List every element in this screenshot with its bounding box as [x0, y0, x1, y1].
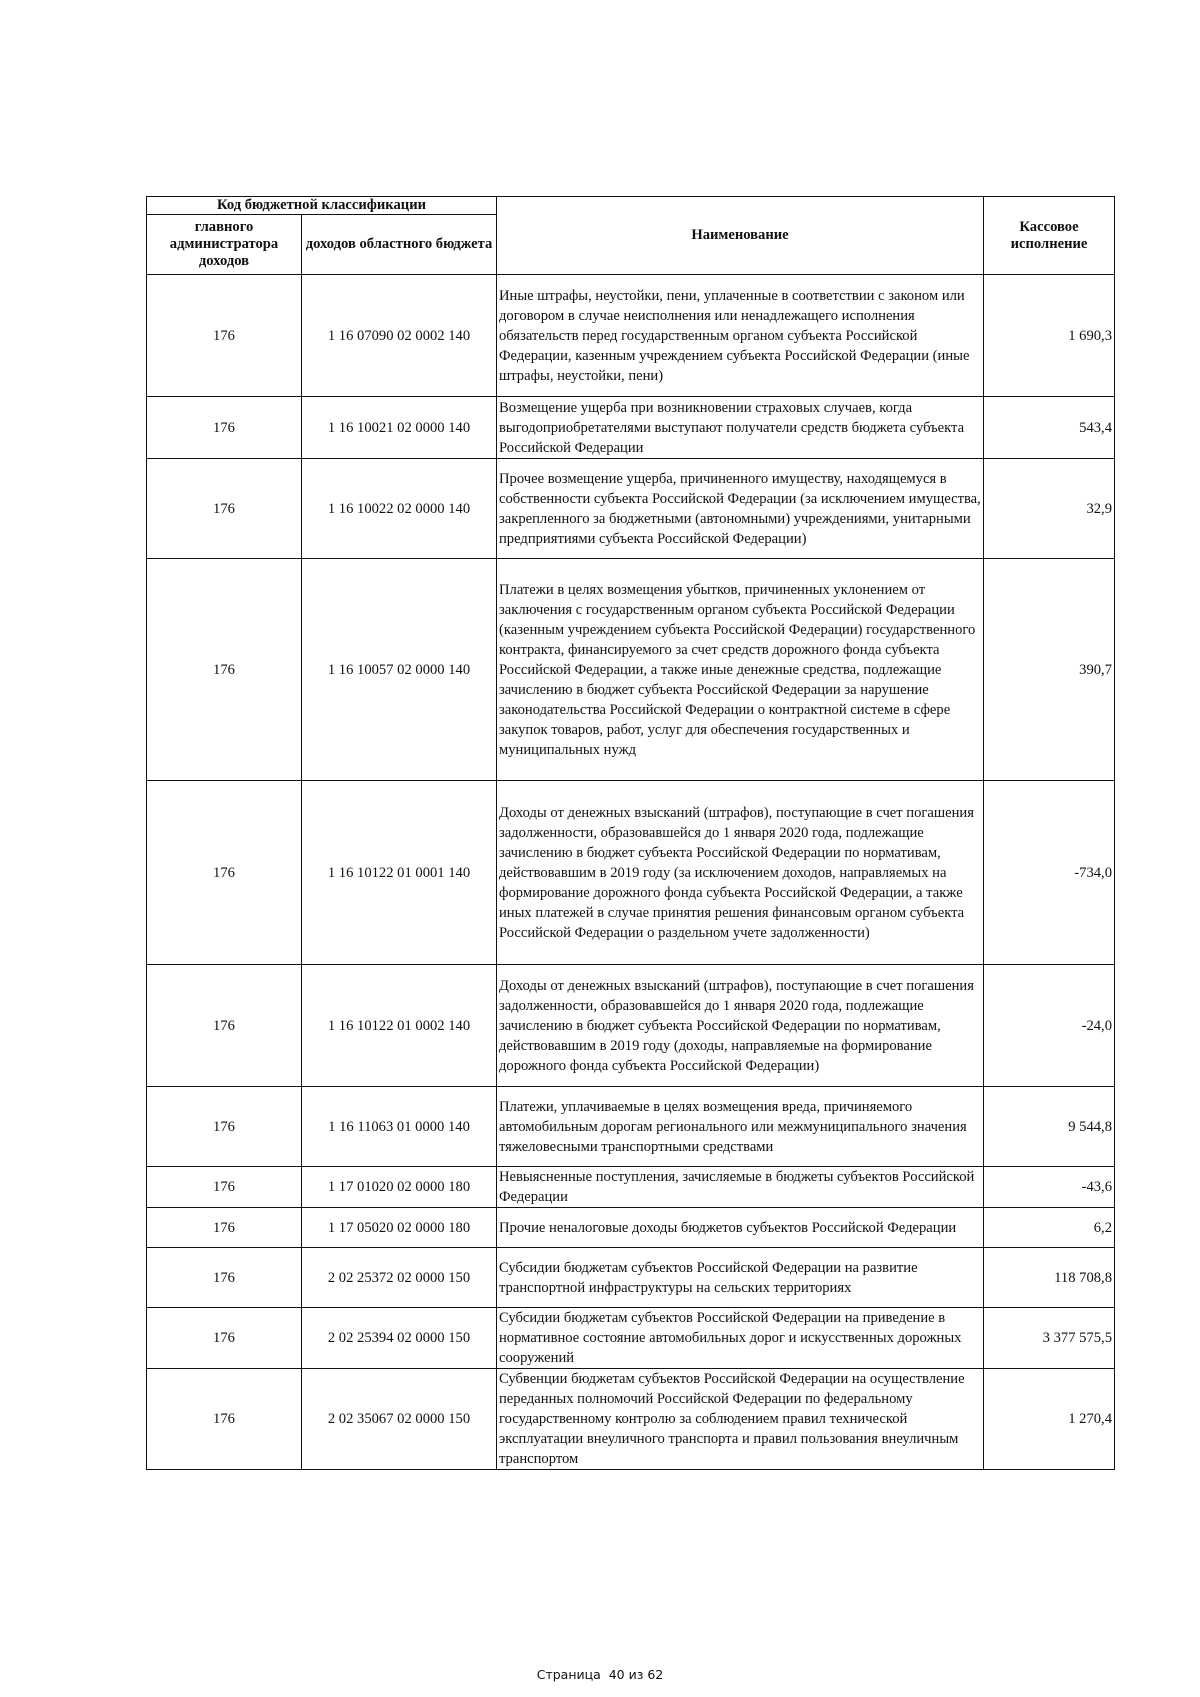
budget-classification-header: Код бюджетной классификации	[147, 197, 497, 215]
table-row	[147, 965, 1115, 1087]
admin-column-header: главного администратора доходов	[147, 215, 302, 275]
amount-cell: 118 708,8	[984, 1248, 1115, 1308]
table-row	[147, 781, 1115, 965]
name-cell: Прочее возмещение ущерба, причиненного имуществу, находящемуся в собственности субъекта Российской Федерации (за исключением имущества, закрепленного за бюджетными (автономными) учреждениями, унитарными предприятиями субъекта Российской Федерации)	[497, 459, 984, 559]
name-cell: Субсидии бюджетам субъектов Российской Федерации на приведение в нормативное состояние автомобильных дорог и искусственных дорожных сооружений	[497, 1308, 984, 1369]
budget-table	[146, 196, 1115, 1470]
name-column-header: Наименование	[497, 197, 984, 275]
name-cell: Субвенции бюджетам субъектов Российской Федерации на осуществление переданных полномочий Российской Федерации по федеральному государственному контролю за соблюдением правил технической эксплуатации внеуличного транспорта и правил пользования внеуличным транспортом	[497, 1369, 984, 1470]
amount-cell: -43,6	[984, 1167, 1115, 1208]
table-row	[147, 1208, 1115, 1248]
page-footer	[0, 1667, 1200, 1682]
page-number: Страница 40 из 62	[536, 1667, 664, 1682]
name-cell: Прочие неналоговые доходы бюджетов субъектов Российской Федерации	[497, 1208, 984, 1248]
income-code-cell: 1 16 10122 01 0002 140	[302, 965, 497, 1087]
amount-cell: -24,0	[984, 965, 1115, 1087]
admin-code-cell: 176	[147, 459, 302, 559]
name-cell: Доходы от денежных взысканий (штрафов), поступающие в счет погашения задолженности, образовавшейся до 1 января 2020 года, подлежащие зачислению в бюджет субъекта Российской Федерации по нормативам, действовавшим в 2019 году (за исключением доходов, направляемых на формирование дорожного фонда субъекта Российской Федерации, а также иных платежей в случае принятия решения финансовым органом субъекта Российской Федерации о раздельном учете задолженности)	[497, 781, 984, 965]
table-row	[147, 1087, 1115, 1167]
income-code-cell: 1 16 10057 02 0000 140	[302, 559, 497, 781]
income-code-cell: 1 16 11063 01 0000 140	[302, 1087, 497, 1167]
amount-cell: -734,0	[984, 781, 1115, 965]
table-row	[147, 459, 1115, 559]
amount-cell: 9 544,8	[984, 1087, 1115, 1167]
income-code-cell: 2 02 25372 02 0000 150	[302, 1248, 497, 1308]
amount-cell: 1 270,4	[984, 1369, 1115, 1470]
amount-cell: 390,7	[984, 559, 1115, 781]
admin-code-cell: 176	[147, 275, 302, 397]
admin-code-cell: 176	[147, 1369, 302, 1470]
code-column-header: доходов областного бюджета	[302, 215, 497, 275]
admin-code-cell: 176	[147, 965, 302, 1087]
admin-code-cell: 176	[147, 397, 302, 459]
table-row	[147, 275, 1115, 397]
amount-cell: 543,4	[984, 397, 1115, 459]
admin-code-cell: 176	[147, 1248, 302, 1308]
name-cell: Платежи в целях возмещения убытков, причиненных уклонением от заключения с государственным органом субъекта Российской Федерации (казенным учреждением субъекта Российской Федерации) государственного контракта, финансируемого за счет средств дорожного фонда субъекта Российской Федерации, а также иные денежные средства, подлежащие зачислению в бюджет субъекта Российской Федерации за нарушение законодательства Российской Федерации о контрактной системе в сфере закупок товаров, работ, услуг для обеспечения государственных и муниципальных нужд	[497, 559, 984, 781]
income-code-cell: 2 02 25394 02 0000 150	[302, 1308, 497, 1369]
table-row	[147, 397, 1115, 459]
amount-column-header: Кассовое исполнение	[984, 197, 1115, 275]
amount-cell: 32,9	[984, 459, 1115, 559]
name-cell: Платежи, уплачиваемые в целях возмещения вреда, причиняемого автомобильным дорогам регионального или межмуниципального значения тяжеловесными транспортными средствами	[497, 1087, 984, 1167]
admin-code-cell: 176	[147, 559, 302, 781]
name-cell: Доходы от денежных взысканий (штрафов), поступающие в счет погашения задолженности, образовавшейся до 1 января 2020 года, подлежащие зачислению в бюджет субъекта Российской Федерации по нормативам, действовавшим в 2019 году (доходы, направляемые на формирование дорожного фонда субъекта Российской Федерации)	[497, 965, 984, 1087]
income-code-cell: 1 16 10122 01 0001 140	[302, 781, 497, 965]
table-header	[147, 197, 1115, 275]
income-code-cell: 1 16 07090 02 0002 140	[302, 275, 497, 397]
income-code-cell: 2 02 35067 02 0000 150	[302, 1369, 497, 1470]
income-code-cell: 1 17 01020 02 0000 180	[302, 1167, 497, 1208]
admin-code-cell: 176	[147, 1167, 302, 1208]
table-row	[147, 1308, 1115, 1369]
admin-code-cell: 176	[147, 1308, 302, 1369]
table-row	[147, 1167, 1115, 1208]
income-code-cell: 1 16 10021 02 0000 140	[302, 397, 497, 459]
amount-cell: 3 377 575,5	[984, 1308, 1115, 1369]
admin-code-cell: 176	[147, 1208, 302, 1248]
table-row	[147, 1248, 1115, 1308]
name-cell: Иные штрафы, неустойки, пени, уплаченные в соответствии с законом или договором в случае неисполнения или ненадлежащего исполнения обязательств перед государственным органом субъекта Российской Федерации, казенным учреждением субъекта Российской Федерации (иные штрафы, неустойки, пени)	[497, 275, 984, 397]
name-cell: Возмещение ущерба при возникновении страховых случаев, когда выгодоприобретателями выступают получатели средств бюджета субъекта Российской Федерации	[497, 397, 984, 459]
admin-code-cell: 176	[147, 1087, 302, 1167]
amount-cell: 1 690,3	[984, 275, 1115, 397]
table-row	[147, 559, 1115, 781]
name-cell: Субсидии бюджетам субъектов Российской Федерации на развитие транспортной инфраструктуры на сельских территориях	[497, 1248, 984, 1308]
admin-code-cell: 176	[147, 781, 302, 965]
name-cell: Невыясненные поступления, зачисляемые в бюджеты субъектов Российской Федерации	[497, 1167, 984, 1208]
table-body	[147, 275, 1115, 1470]
income-code-cell: 1 16 10022 02 0000 140	[302, 459, 497, 559]
table-row	[147, 1369, 1115, 1470]
amount-cell: 6,2	[984, 1208, 1115, 1248]
income-code-cell: 1 17 05020 02 0000 180	[302, 1208, 497, 1248]
